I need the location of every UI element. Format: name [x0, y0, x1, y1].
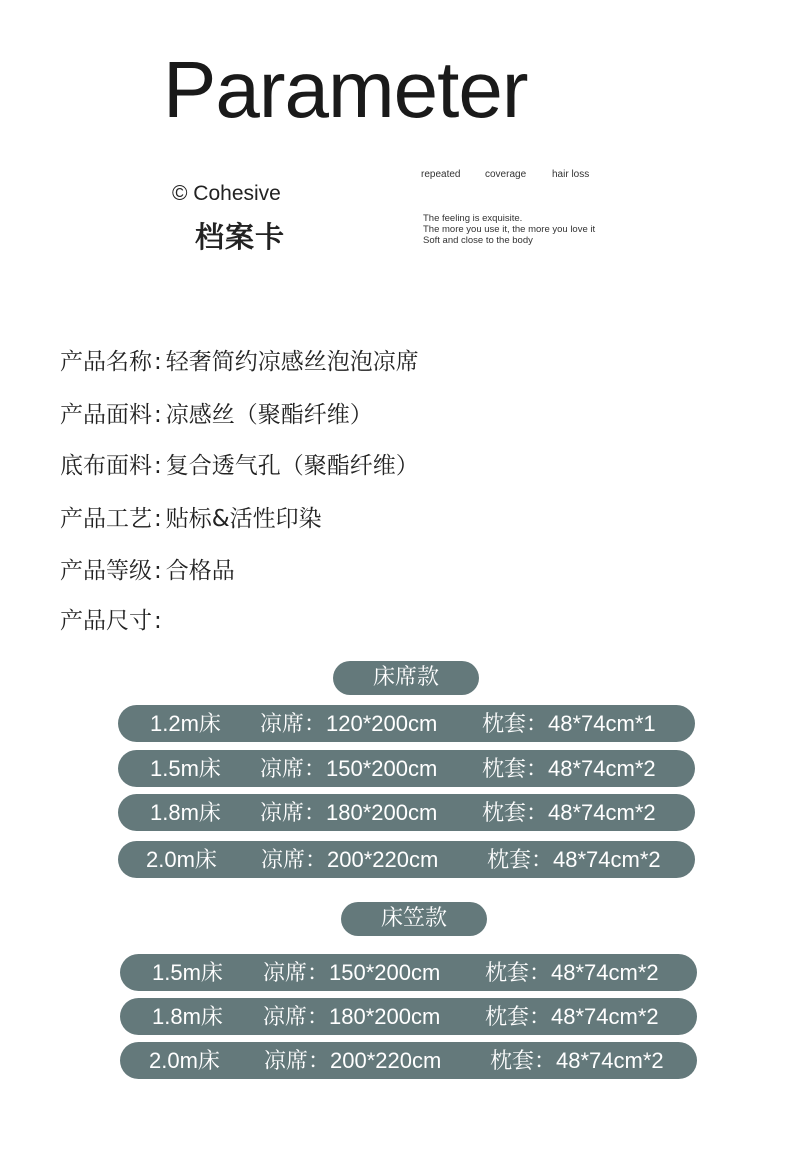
row-bed-size: 1.8m床: [150, 800, 221, 825]
spec-colon: :: [154, 402, 162, 428]
row-pillow-size: 枕套：48*74cm*2: [490, 1048, 664, 1073]
row-mat-size: 凉席：150*200cm: [263, 960, 441, 985]
tag-hair-loss: hair loss: [552, 169, 590, 180]
tagline: [423, 213, 595, 246]
spec-value: 合格品: [165, 558, 235, 584]
tag-repeated: repeated: [421, 169, 461, 180]
spec-grade: [60, 560, 235, 583]
page-title: Parameter: [163, 45, 528, 134]
spec-value: 轻奢简约凉感丝泡泡凉席: [165, 349, 419, 375]
size-row: [118, 705, 695, 742]
spec-colon: :: [154, 558, 162, 584]
spec-label: 底布面料: [60, 453, 152, 479]
tagline-line: The more you use it, the more you love it: [423, 224, 596, 235]
card-label: 档案卡: [195, 220, 286, 254]
row-pillow-size: 枕套：48*74cm*2: [485, 960, 659, 985]
spec-value: 贴标&活性印染: [165, 506, 322, 532]
spec-base-fabric: [60, 455, 419, 478]
brand-name: © Cohesive: [172, 182, 281, 205]
row-bed-size: 2.0m床: [146, 847, 217, 872]
size-row: [118, 750, 695, 787]
spec-label: 产品工艺: [60, 506, 152, 532]
row-bed-size: 1.5m床: [150, 756, 221, 781]
size-row: [118, 794, 695, 831]
row-pillow-size: 枕套：48*74cm*2: [482, 756, 656, 781]
size-row: [120, 998, 697, 1035]
row-bed-size: 1.5m床: [152, 960, 223, 985]
size-row: [120, 954, 697, 991]
tagline-line: The feeling is exquisite.: [423, 213, 523, 224]
spec-colon: :: [154, 453, 162, 479]
row-bed-size: 1.8m床: [152, 1004, 223, 1029]
row-pillow-size: 枕套：48*74cm*2: [482, 800, 656, 825]
section-tag-sheet-style: 床席款: [333, 661, 479, 695]
spec-label: 产品面料: [60, 402, 152, 428]
size-row: [120, 1042, 697, 1079]
spec-value: 凉感丝（聚酯纤维）: [165, 402, 373, 428]
row-pillow-size: 枕套：48*74cm*2: [485, 1004, 659, 1029]
spec-value: 复合透气孔（聚酯纤维）: [165, 453, 419, 479]
row-mat-size: 凉席：200*220cm: [261, 847, 439, 872]
spec-colon: :: [154, 608, 162, 634]
spec-craft: [60, 508, 322, 531]
row-pillow-size: 枕套：48*74cm*1: [482, 711, 656, 736]
row-pillow-size: 枕套：48*74cm*2: [487, 847, 661, 872]
spec-size: [60, 610, 166, 633]
spec-label: 产品等级: [60, 558, 152, 584]
row-mat-size: 凉席：150*200cm: [260, 756, 438, 781]
spec-product-name: [60, 351, 419, 374]
spec-fabric: [60, 404, 373, 427]
section-tag-fitted-style: 床笠款: [341, 902, 487, 936]
row-mat-size: 凉席：200*220cm: [264, 1048, 442, 1073]
spec-colon: :: [154, 506, 162, 532]
row-bed-size: 2.0m床: [149, 1048, 220, 1073]
spec-label: 产品名称: [60, 349, 152, 375]
row-bed-size: 1.2m床: [150, 711, 221, 736]
size-row: [118, 841, 695, 878]
tagline-line: Soft and close to the body: [423, 235, 533, 246]
spec-label: 产品尺寸: [60, 608, 152, 634]
row-mat-size: 凉席：180*200cm: [263, 1004, 441, 1029]
tag-coverage: coverage: [485, 169, 527, 180]
row-mat-size: 凉席：180*200cm: [260, 800, 438, 825]
row-mat-size: 凉席：120*200cm: [260, 711, 438, 736]
spec-colon: :: [154, 349, 162, 375]
